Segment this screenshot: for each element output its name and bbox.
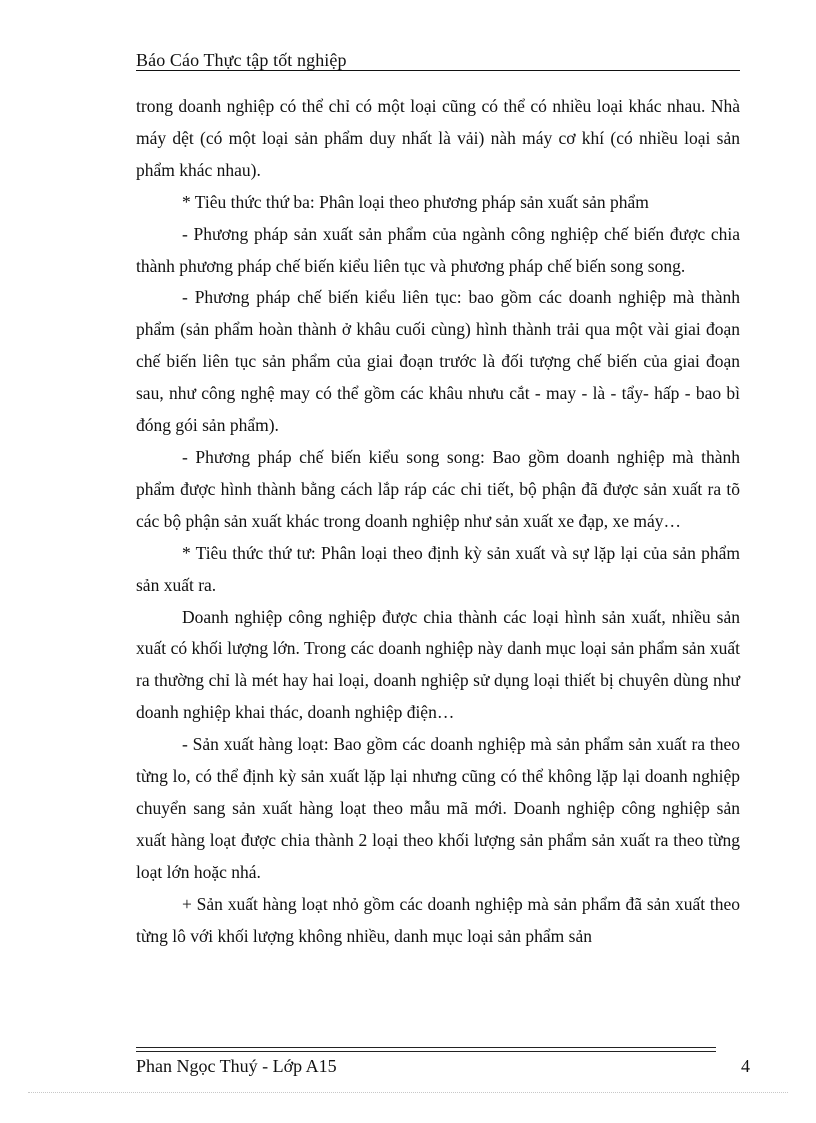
paragraph: * Tiêu thức thứ tư: Phân loại theo định kỳ sản xuất và sự lặp lại của sản phẩm sản xuất ra. [136,542,740,595]
paragraph: * Tiêu thức thứ ba: Phân loại theo phương pháp sản xuất sản phẩm [182,191,649,212]
paragraph: - Phương pháp chế biến kiểu liên tục: bao gồm các doanh nghiệp mà thành phẩm (sản phẩm hoàn thành ở khâu cuối cùng) hình thành trải qua một vài giai đoạn chế biến liên tục sản phẩm của giai đoạn trước là đối tượng chế biến của giai đoạn sau, như công nghệ may có thể gồm các khâu nhưu cắt - may - là - tẩy- hấp - bao bì đóng gói sản phẩm). [136,287,740,436]
paragraph: - Sản xuất hàng loạt: Bao gồm các doanh nghiệp mà sản phẩm sản xuất ra theo từng lo, có thể định kỳ sản xuất lặp lại nhưng cũng có thể không lặp lại doanh nghiệp chuyển sang sản xuất hàng loạt theo mẫu mã mới. Doanh nghiệp công nghiệp sản xuất hàng loạt được chia thành 2 loại theo khối lượng sản phẩm sản xuất ra theo từng loạt lớn hoặc nhá. [136,734,740,882]
paragraph: + Sản xuất hàng loạt nhỏ gồm các doanh nghiệp mà sản phẩm đã sản xuất theo từng lô với khối lượng không nhiều, danh mục loại sản phẩm sản [136,893,740,946]
page-edge-dotted-line [28,1092,788,1093]
footer-author: Phan Ngọc Thuý - Lớp A15 [136,1056,337,1076]
paragraph: - Phương pháp sản xuất sản phẩm của ngành công nghiệp chế biến được chia thành phương pháp chế biến kiểu liên tục và phương pháp chế biến song song. [136,223,740,276]
body-text [136,91,740,952]
page-number: 4 [741,1056,750,1076]
footer-rule [136,1047,716,1055]
page-header [136,48,740,72]
paragraph: trong doanh nghiệp có thể chỉ có một loại cũng có thể có nhiều loại khác nhau. Nhà máy dệt (có một loại sản phẩm duy nhất là vải) nàh máy cơ khí (có nhiều loại sản phẩm khác nhau). [136,96,740,180]
header-title: Báo Cáo Thực tập tốt nghiệp [136,50,347,70]
header-rule [136,70,740,71]
paragraph: Doanh nghiệp công nghiệp được chia thành các loại hình sản xuất, nhiều sản xuất có khối lượng lớn. Trong các doanh nghiệp này danh mục loại sản phẩm sản xuất ra thường chỉ là mét hay hai loại, doanh nghiệp sử dụng loại thiết bị chuyên dùng như doanh nghiệp khai thác, doanh nghiệp điện… [136,606,740,723]
paragraph: - Phương pháp chế biến kiểu song song: Bao gồm doanh nghiệp mà thành phẩm được hình thành bằng cách lắp ráp các chi tiết, bộ phận đã được sản xuất ra tõ các bộ phận sản xuất khác trong doanh nghiệp như sản xuất xe đạp, xe máy… [136,446,740,531]
